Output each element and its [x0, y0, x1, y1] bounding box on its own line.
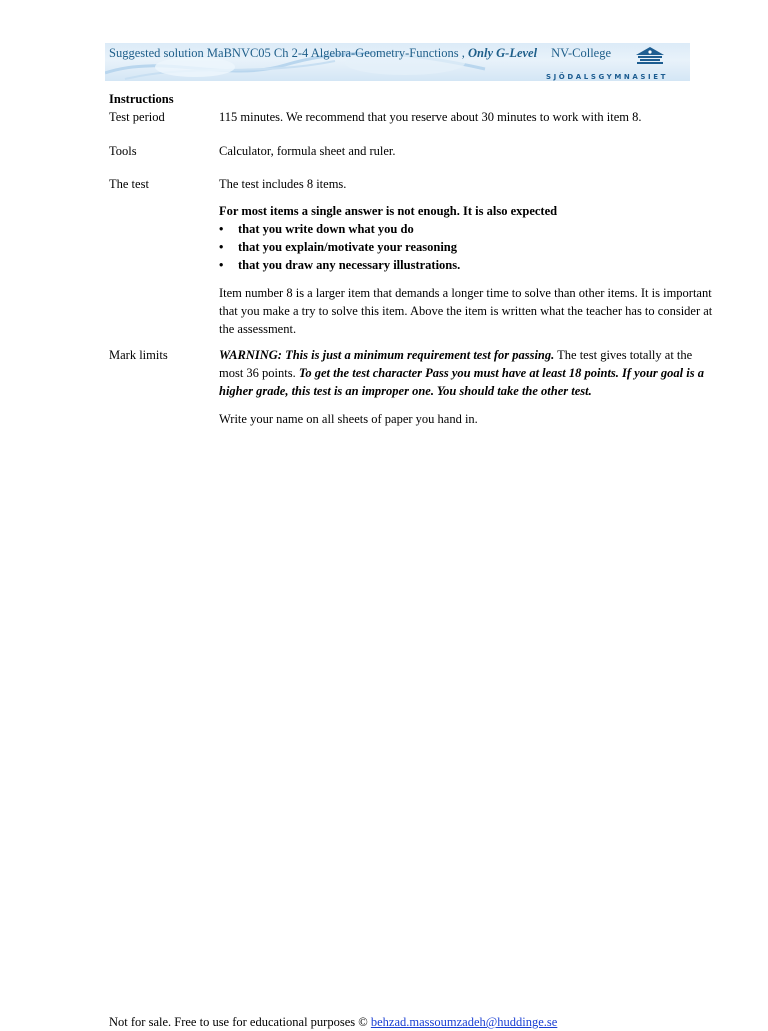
- warning-text: WARNING: This is just a minimum requirement test for passing.: [219, 348, 555, 362]
- points-text: The test gives totally at the most 36 points.: [219, 348, 693, 380]
- header-college: NV-College: [551, 46, 612, 60]
- text-test-period: 115 minutes. We recommend that you reserve about 30 minutes to work with item 8.: [219, 110, 642, 124]
- list-item: • that you draw any necessary illustrations.: [219, 256, 719, 274]
- header-title-level: Only G-Level: [468, 46, 538, 60]
- pass-text: To get the test character Pass you must have at least 18 points. If your goal is a higher grade, this test is an improper one. You should take the other test.: [219, 366, 704, 398]
- label-mark-limits: Mark limits: [109, 348, 168, 362]
- label-the-test: The test: [109, 177, 149, 191]
- instructions-heading: Instructions: [109, 92, 174, 106]
- text-the-test: The test includes 8 items.: [219, 177, 347, 191]
- list-item: • that you write down what you do: [219, 220, 719, 238]
- label-test-period: Test period: [109, 110, 165, 124]
- school-name: SJÖDALSGYMNASIET: [545, 73, 668, 81]
- mark-limits-paragraph: [219, 346, 719, 400]
- name-note: Write your name on all sheets of paper you hand in.: [219, 412, 478, 426]
- header-title: [109, 44, 611, 62]
- footer-text: Not for sale. Free to use for educational purposes ©: [109, 1015, 371, 1029]
- label-tools: Tools: [109, 144, 137, 158]
- header-banner: [105, 43, 690, 81]
- school-building-logo-icon: [634, 46, 666, 68]
- list-item: • that you explain/motivate your reasoning: [219, 238, 719, 256]
- item8-note: Item number 8 is a larger item that demands a longer time to solve than other items. It is important that you make a try to solve this item. Above the item is written what the teacher has to consider at the assessment.: [219, 286, 713, 336]
- expect-intro: For most items a single answer is not enough. It is also expected: [219, 204, 558, 218]
- footer-email-link[interactable]: behzad.massoumzadeh@huddinge.se: [370, 1015, 558, 1029]
- text-tools: Calculator, formula sheet and ruler.: [219, 144, 396, 158]
- expect-list: [219, 220, 719, 274]
- footer: [109, 1013, 557, 1031]
- header-title-prefix: Suggested solution MaBNVC05 Ch 2-4 Algebra-Geometry-Functions ,: [109, 46, 468, 60]
